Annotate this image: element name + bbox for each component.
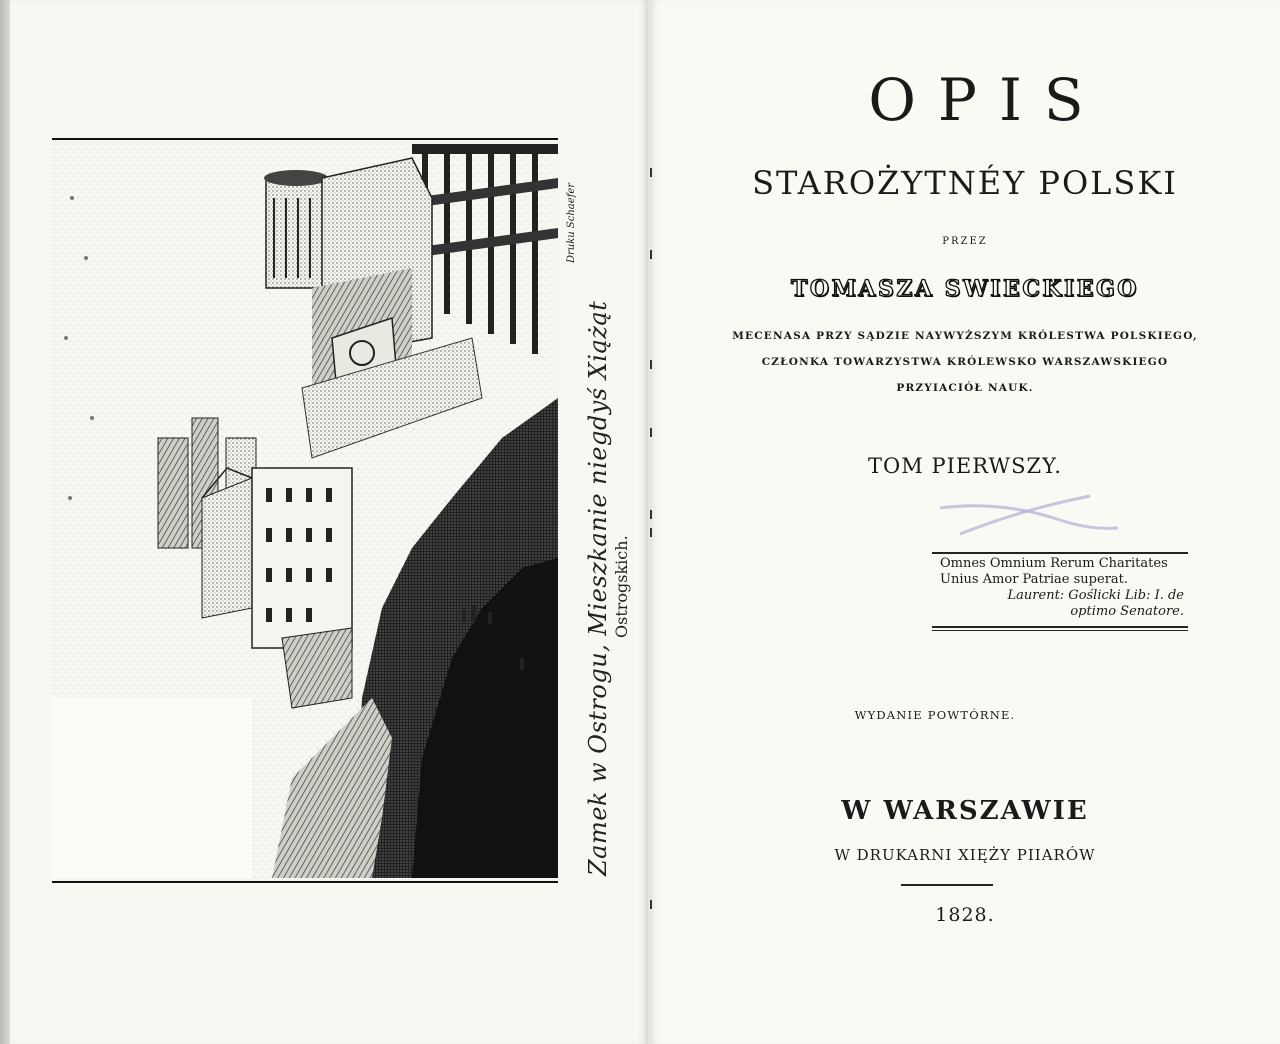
author-affiliation-3: PRZYIACIÓŁ NAUK.: [896, 382, 1034, 394]
motto-block: [932, 552, 1188, 631]
author-affiliation-2: CZŁONKA TOWARZYSTWA KRÓLEWSKO WARSZAWSKIEGO: [761, 356, 1169, 368]
motto-line-1: Omnes Omnium Rerum Charitates: [940, 556, 1168, 571]
motto-attribution-2: optimo Senatore.: [1070, 604, 1184, 619]
motto-text: [932, 554, 1188, 622]
edition-note: WYDANIE POWTÓRNE.: [854, 708, 1016, 722]
motto-line-2: Unius Amor Patriae superat.: [940, 572, 1129, 587]
publication-year: 1828.: [935, 904, 995, 926]
ornamental-rule: [901, 884, 993, 886]
printer-note: Druku Schaefer: [566, 182, 577, 263]
printing-house: W DRUKARNI XIĘŻY PIIARÓW: [834, 846, 1096, 864]
faded-stamp-mark: [940, 490, 1120, 540]
publication-place: W WARSZAWIE: [841, 796, 1089, 826]
caption-handwritten: Zamek w Ostrogu, Mieszkanie niegdyś Xiążąt: [584, 300, 612, 876]
by-line: PRZEZ: [942, 236, 988, 247]
caption-subline: Ostrogskich.: [612, 535, 631, 638]
author-name: TOMASZA SWIECKIEGO: [791, 276, 1139, 302]
book-title: OPIS: [868, 66, 1106, 134]
engraving-castle-ostrog: [52, 138, 558, 884]
motto-rule-bottom-thin: [932, 630, 1188, 631]
volume-label: TOM PIERWSZY.: [868, 454, 1062, 478]
author-affiliation-1: MECENASA PRZY SĄDZIE NAYWYŻSZYM KRÓLESTWA POLSKIEGO,: [732, 330, 1198, 342]
book-subtitle: STAROŻYTNÉY POLSKI: [752, 164, 1178, 202]
motto-rule-bottom: [932, 626, 1188, 628]
motto-attribution-1: Laurent: Goślicki Lib: I. de: [1007, 588, 1184, 603]
engraving-caption: [562, 138, 642, 884]
